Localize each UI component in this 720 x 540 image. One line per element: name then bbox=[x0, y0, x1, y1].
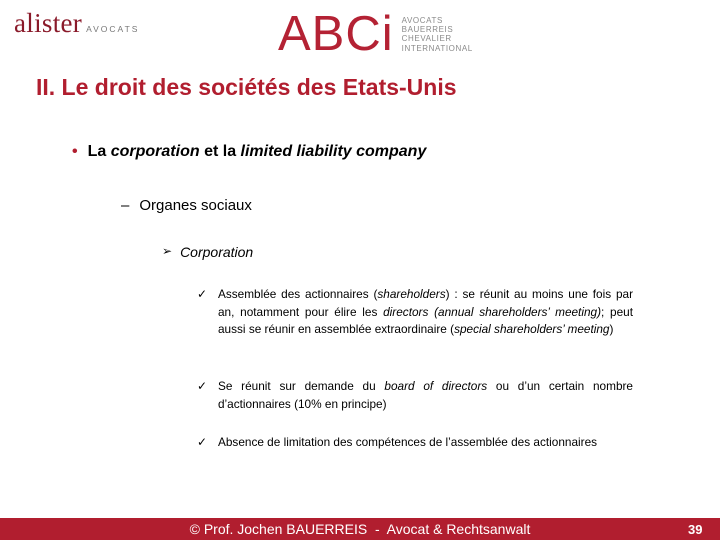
bullet-text-part: La bbox=[87, 143, 111, 160]
check-text-part: Absence de limitation des compétences de l’assemblée des actionnaires bbox=[218, 435, 598, 449]
check-text-part: Se réunit sur demande du bbox=[218, 379, 385, 393]
bullet-level-2 bbox=[121, 197, 252, 214]
abci-logo-mark: ABCi bbox=[278, 7, 394, 61]
bullet-marker: • bbox=[72, 143, 78, 160]
bullet-text-part: et la bbox=[199, 143, 241, 160]
check-item-text bbox=[218, 378, 633, 413]
check-item bbox=[197, 286, 633, 339]
check-item bbox=[197, 378, 633, 413]
bullet-text: Organes sociaux bbox=[139, 197, 252, 214]
checkmark-icon: ✓ bbox=[197, 287, 208, 301]
check-text-italic: directors (annual shareholders’ meeting) bbox=[383, 304, 602, 319]
check-text-part: ; peut aussi se réunir en assemblée extraordinaire ( bbox=[218, 304, 633, 337]
arrow-marker-icon: ➢ bbox=[162, 244, 173, 258]
alister-logo-sub: AVOCATS bbox=[86, 24, 140, 34]
alister-logo bbox=[14, 8, 139, 48]
abci-logo-line: AVOCATS bbox=[401, 16, 443, 25]
check-text-part: ou d’un certain nombre d’actionnaires (10% en principe) bbox=[218, 379, 633, 411]
bullet-level-3 bbox=[162, 244, 253, 260]
footer-credit: © Prof. Jochen BAUERREIS - Avocat & Rechtsanwalt bbox=[189, 521, 531, 537]
check-text-italic: shareholders bbox=[377, 287, 446, 301]
page-number: 39 bbox=[688, 522, 703, 537]
abci-logo-line: CHEVALIER bbox=[401, 34, 452, 44]
bullet-text bbox=[88, 143, 427, 161]
dash-marker: – bbox=[121, 197, 130, 214]
checkmark-icon: ✓ bbox=[197, 435, 208, 449]
bullet-level-1 bbox=[72, 143, 426, 161]
slide-title: II. Le droit des sociétés des Etats-Unis bbox=[36, 74, 457, 100]
bullet-text-italic: limited liability company bbox=[240, 143, 427, 160]
check-text-italic: special shareholders’ meeting bbox=[454, 322, 610, 337]
abci-logo bbox=[278, 8, 473, 68]
checkmark-icon: ✓ bbox=[197, 379, 208, 393]
check-item bbox=[197, 434, 633, 452]
footer-bar bbox=[0, 518, 720, 540]
abci-logo-lines bbox=[402, 16, 473, 53]
abci-logo-line: BAUERREIS bbox=[401, 25, 454, 35]
check-text-part: Assemblée des actionnaires ( bbox=[218, 287, 378, 301]
alister-logo-word: alister bbox=[14, 8, 83, 38]
check-item-text bbox=[218, 434, 633, 452]
bullet-text: Corporation bbox=[180, 244, 254, 260]
check-item-text bbox=[218, 286, 633, 339]
check-text-part: ) bbox=[609, 322, 614, 337]
abci-logo-line: INTERNATIONAL bbox=[401, 43, 473, 53]
bullet-text-italic: corporation bbox=[110, 143, 200, 160]
check-text-part: ) : se réunit au moins une fois par an, notamment pour élire les bbox=[218, 287, 634, 319]
check-text-italic: board of directors bbox=[384, 379, 488, 393]
